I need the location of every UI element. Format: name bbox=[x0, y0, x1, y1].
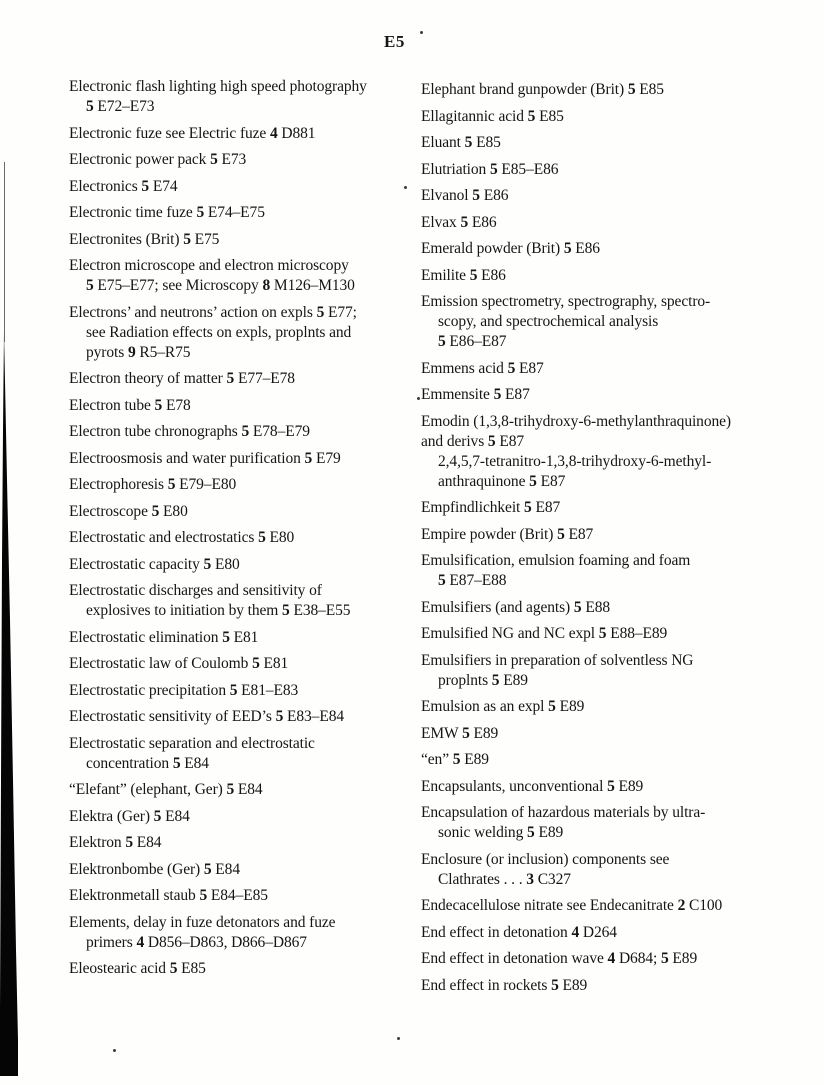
index-entry bbox=[69, 230, 425, 250]
entry-line: Electrophoresis 5 E79–E80 bbox=[69, 476, 237, 493]
index-entry bbox=[421, 923, 819, 943]
index-entry bbox=[69, 833, 425, 853]
index-entry bbox=[69, 369, 425, 389]
entry-line: 2,4,5,7-tetranitro-1,3,8-trihydroxy-6-methyl- bbox=[438, 452, 712, 470]
entry-line: proplnts 5 E89 bbox=[438, 671, 528, 689]
index-entry bbox=[421, 551, 819, 591]
index-entry bbox=[69, 528, 425, 548]
index-entry bbox=[69, 807, 425, 827]
entry-line: Electrostatic and electrostatics 5 E80 bbox=[69, 529, 295, 546]
entry-line: and derivs 5 E87 bbox=[421, 432, 525, 450]
entry-line: Emulsion as an expl 5 E89 bbox=[421, 698, 585, 715]
index-entry bbox=[421, 292, 819, 352]
index-entry bbox=[421, 976, 819, 996]
index-entry bbox=[421, 186, 819, 206]
entry-line: Emulsification, emulsion foaming and foam bbox=[421, 552, 691, 569]
index-entry bbox=[421, 750, 819, 770]
entry-line: End effect in detonation 4 D264 bbox=[421, 923, 617, 941]
index-entry bbox=[69, 77, 425, 117]
entry-line: Eleostearic acid 5 E85 bbox=[69, 960, 206, 977]
entry-line: Electrons’ and neutrons’ action on expls 5 E77; bbox=[69, 303, 357, 321]
index-entry bbox=[69, 449, 425, 469]
index-entry bbox=[69, 734, 425, 774]
entry-line: 5 E86–E87 bbox=[438, 333, 507, 350]
entry-line: 5 E75–E77; see Microscopy 8 M126–M130 bbox=[86, 277, 355, 294]
index-entry bbox=[69, 555, 425, 575]
entry-line: Emulsifiers (and agents) 5 E88 bbox=[421, 598, 610, 616]
entry-line: Elektra (Ger) 5 E84 bbox=[69, 807, 190, 825]
index-entry bbox=[421, 624, 819, 644]
index-entry bbox=[421, 777, 819, 797]
entry-line: Elephant brand gunpowder (Brit) 5 E85 bbox=[421, 81, 664, 98]
index-entry bbox=[69, 780, 425, 800]
entry-line: Emmens acid 5 E87 bbox=[421, 359, 544, 377]
entry-line: Elvanol 5 E86 bbox=[421, 187, 509, 204]
scan-artifact-hairline bbox=[4, 162, 5, 342]
index-entry bbox=[69, 203, 425, 223]
entry-line: Electronites (Brit) 5 E75 bbox=[69, 230, 220, 248]
index-entry bbox=[421, 133, 819, 153]
index-entry bbox=[69, 422, 425, 442]
index-entry bbox=[421, 80, 819, 100]
index-entry bbox=[69, 177, 425, 197]
index-entry bbox=[69, 150, 425, 170]
index-entry bbox=[69, 581, 425, 621]
entry-line: Electron microscope and electron microscopy bbox=[69, 257, 349, 274]
entry-line: Enclosure (or inclusion) components see bbox=[421, 850, 670, 868]
entry-line: Electronic time fuze 5 E74–E75 bbox=[69, 204, 265, 221]
entry-line: End effect in rockets 5 E89 bbox=[421, 976, 588, 994]
index-entry bbox=[421, 412, 819, 492]
scan-speck bbox=[420, 31, 423, 34]
entry-line: Clathrates . . . 3 C327 bbox=[438, 870, 571, 888]
entry-line: Eluant 5 E85 bbox=[421, 134, 501, 151]
index-entry bbox=[69, 654, 425, 674]
entry-line: explosives to initiation by them 5 E38–E55 bbox=[86, 602, 351, 619]
entry-line: 5 E87–E88 bbox=[438, 572, 507, 589]
entry-line: Electron tube chronographs 5 E78–E79 bbox=[69, 423, 310, 440]
entry-line: Electronic flash lighting high speed photography bbox=[69, 78, 367, 95]
index-entry bbox=[421, 385, 819, 405]
index-entry bbox=[421, 651, 819, 691]
index-entry bbox=[421, 498, 819, 518]
index-entry bbox=[421, 213, 819, 233]
entry-line: concentration 5 E84 bbox=[86, 754, 209, 772]
index-entry bbox=[69, 681, 425, 701]
index-entry bbox=[421, 160, 819, 180]
entry-line: Electron theory of matter 5 E77–E78 bbox=[69, 370, 295, 387]
index-entry bbox=[69, 959, 425, 979]
index-entry bbox=[421, 896, 819, 916]
index-column-left bbox=[69, 77, 425, 986]
entry-line: Elements, delay in fuze detonators and fuze bbox=[69, 913, 336, 931]
entry-line: anthraquinone 5 E87 bbox=[438, 472, 566, 490]
index-entry bbox=[69, 124, 425, 144]
entry-line: Electronics 5 E74 bbox=[69, 177, 178, 195]
index-entry bbox=[69, 502, 425, 522]
index-entry bbox=[69, 396, 425, 416]
entry-line: Electronic fuze see Electric fuze 4 D881 bbox=[69, 124, 316, 142]
index-entry bbox=[421, 949, 819, 969]
entry-line: see Radiation effects on expls, proplnts and bbox=[86, 323, 352, 341]
scan-speck bbox=[404, 186, 407, 189]
entry-line: Empfindlichkeit 5 E87 bbox=[421, 499, 561, 516]
entry-line: Elektronbombe (Ger) 5 E84 bbox=[69, 860, 240, 878]
entry-line: Endecacellulose nitrate see Endecanitrate 2 C100 bbox=[421, 897, 723, 914]
entry-line: Electroscope 5 E80 bbox=[69, 502, 188, 520]
index-entry bbox=[421, 598, 819, 618]
page-number: E5 bbox=[384, 32, 405, 51]
index-entry bbox=[421, 724, 819, 744]
scan-speck bbox=[417, 397, 420, 400]
index-entry bbox=[421, 525, 819, 545]
entry-line: Encapsulants, unconventional 5 E89 bbox=[421, 777, 644, 795]
entry-line: “en” 5 E89 bbox=[421, 751, 489, 768]
index-entry bbox=[69, 913, 425, 953]
index-entry bbox=[421, 266, 819, 286]
entry-line: Elektronmetall staub 5 E84–E85 bbox=[69, 887, 268, 904]
entry-line: Electrostatic capacity 5 E80 bbox=[69, 555, 240, 573]
entry-line: Emmensite 5 E87 bbox=[421, 386, 530, 403]
entry-line: Electrostatic elimination 5 E81 bbox=[69, 628, 259, 646]
index-entry bbox=[421, 239, 819, 259]
entry-line: Emission spectrometry, spectrography, spectro- bbox=[421, 293, 711, 310]
entry-line: Electroosmosis and water purification 5 E79 bbox=[69, 449, 341, 467]
entry-line: Electron tube 5 E78 bbox=[69, 396, 191, 414]
entry-line: Electrostatic discharges and sensitivity of bbox=[69, 582, 322, 599]
scan-speck bbox=[113, 1049, 116, 1052]
entry-line: Emerald powder (Brit) 5 E86 bbox=[421, 240, 600, 257]
entry-line: Emilite 5 E86 bbox=[421, 266, 506, 284]
index-entry bbox=[421, 697, 819, 717]
entry-line: Electronic power pack 5 E73 bbox=[69, 151, 247, 168]
index-entry bbox=[421, 107, 819, 127]
entry-line: primers 4 D856–D863, D866–D867 bbox=[86, 933, 307, 951]
entry-line: Empire powder (Brit) 5 E87 bbox=[421, 525, 594, 543]
entry-line: Electrostatic precipitation 5 E81–E83 bbox=[69, 681, 299, 699]
index-entry bbox=[69, 628, 425, 648]
index-entry bbox=[69, 707, 425, 727]
index-entry bbox=[69, 860, 425, 880]
entry-line: Elektron 5 E84 bbox=[69, 834, 162, 851]
index-entry bbox=[421, 803, 819, 843]
index-entry bbox=[69, 475, 425, 495]
index-column-right bbox=[421, 80, 819, 1002]
entry-line: End effect in detonation wave 4 D684; 5 E89 bbox=[421, 950, 698, 967]
index-entry bbox=[69, 886, 425, 906]
entry-line: Electrostatic law of Coulomb 5 E81 bbox=[69, 655, 289, 672]
entry-line: Ellagitannic acid 5 E85 bbox=[421, 107, 564, 125]
entry-line: scopy, and spectrochemical analysis bbox=[438, 313, 659, 330]
entry-line: Emodin (1,3,8-trihydroxy-6-methylanthraquinone) bbox=[421, 412, 731, 430]
entry-line: 5 E72–E73 bbox=[86, 98, 155, 115]
entry-line: Encapsulation of hazardous materials by ultra- bbox=[421, 804, 706, 821]
scan-speck bbox=[397, 1037, 400, 1040]
entry-line: sonic welding 5 E89 bbox=[438, 824, 564, 841]
entry-line: Electrostatic sensitivity of EED’s 5 E83–E84 bbox=[69, 708, 344, 725]
index-entry bbox=[69, 303, 425, 363]
index-entry bbox=[69, 256, 425, 296]
entry-line: Emulsifiers in preparation of solventless NG bbox=[421, 651, 694, 669]
entry-line: Electrostatic separation and electrostatic bbox=[69, 734, 315, 752]
index-entry bbox=[421, 359, 819, 379]
entry-line: Elutriation 5 E85–E86 bbox=[421, 160, 559, 178]
entry-line: Elvax 5 E86 bbox=[421, 213, 497, 231]
index-entry bbox=[421, 850, 819, 890]
entry-line: pyrots 9 R5–R75 bbox=[86, 343, 191, 361]
entry-line: Emulsified NG and NC expl 5 E88–E89 bbox=[421, 625, 668, 642]
entry-line: “Elefant” (elephant, Ger) 5 E84 bbox=[69, 781, 263, 798]
entry-line: EMW 5 E89 bbox=[421, 724, 499, 742]
